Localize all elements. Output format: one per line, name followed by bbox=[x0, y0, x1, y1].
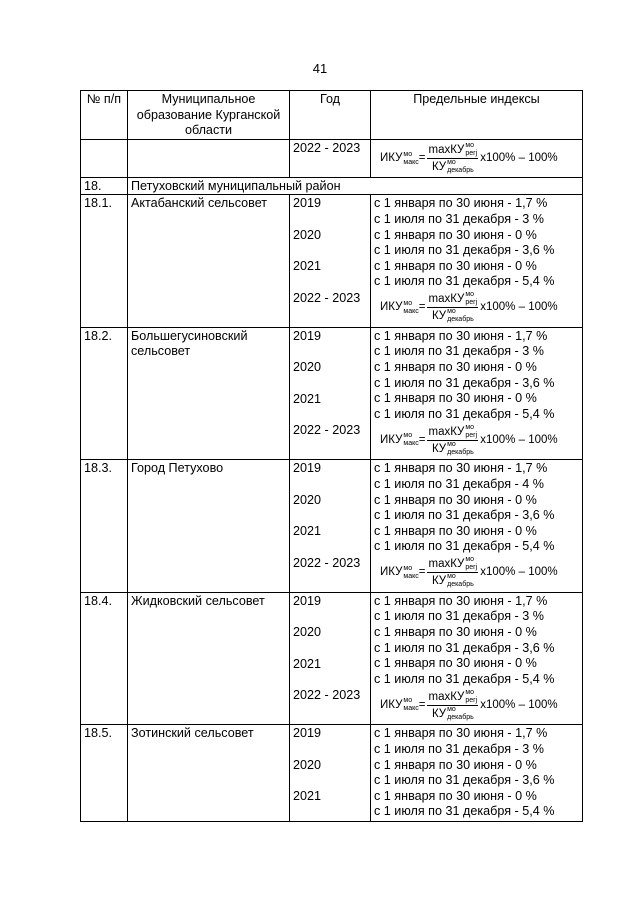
index-line: с 1 июля по 31 декабря - 5,4 % bbox=[374, 406, 555, 421]
index-line: с 1 июля по 31 декабря - 3 % bbox=[374, 741, 544, 756]
row-num: 18.4. bbox=[81, 592, 128, 725]
year-cell: 2021 bbox=[293, 524, 322, 539]
formula-lhs-sub: макс bbox=[403, 440, 419, 448]
table-row bbox=[81, 327, 583, 460]
index-line: с 1 июля по 31 декабря - 3,6 % bbox=[374, 640, 555, 655]
formula-den: КУ bbox=[431, 707, 447, 720]
row-name: Город Петухово bbox=[128, 460, 290, 593]
formula-eq: = bbox=[418, 301, 426, 314]
index-line: с 1 июля по 31 декабря - 3,6 % bbox=[374, 375, 555, 390]
index-line: с 1 января по 30 июня - 0 % bbox=[374, 757, 537, 772]
indices-table bbox=[80, 90, 583, 822]
formula-eq: = bbox=[418, 433, 426, 446]
formula-tail: х100% – 100% bbox=[480, 151, 558, 164]
year-cell: 2021 bbox=[293, 391, 322, 406]
formula-fraction bbox=[427, 556, 478, 589]
index-line: с 1 июля по 31 декабря - 5,4 % bbox=[374, 274, 555, 289]
formula-lhs-sub: макс bbox=[403, 705, 419, 713]
index-line: с 1 января по 30 июня - 0 % bbox=[374, 360, 537, 375]
formula-den: КУ bbox=[431, 161, 447, 174]
formula-den-sup: мо bbox=[447, 308, 456, 316]
year-cell: 2021 bbox=[293, 656, 322, 671]
formula-lhs-sub: макс bbox=[403, 158, 419, 166]
district-num: 18. bbox=[81, 177, 128, 195]
formula-eq: = bbox=[418, 151, 426, 164]
formula-num-sub: регj bbox=[465, 431, 478, 439]
header-row bbox=[81, 91, 583, 140]
formula-fraction bbox=[427, 689, 478, 722]
formula-lhs-sup: мо bbox=[403, 150, 413, 158]
index-line: с 1 января по 30 июня - 1,7 % bbox=[374, 196, 548, 211]
year-cell: 2022 - 2023 bbox=[293, 688, 361, 703]
index-line: с 1 июля по 31 декабря - 3,6 % bbox=[374, 508, 555, 523]
formula-lhs-sub: макс bbox=[403, 307, 419, 315]
year-cell: 2019 bbox=[293, 593, 322, 608]
year-cell: 2020 bbox=[293, 492, 322, 507]
table-row bbox=[81, 139, 583, 177]
table-row bbox=[81, 460, 583, 593]
index-line: с 1 июля по 31 декабря - 3,6 % bbox=[374, 243, 555, 258]
row-name: Зотинский сельсовет bbox=[128, 725, 290, 822]
index-line: с 1 июля по 31 декабря - 5,4 % bbox=[374, 539, 555, 554]
year-cell: 2019 bbox=[293, 726, 322, 741]
formula-lhs-sup: мо bbox=[403, 432, 413, 440]
year-column bbox=[290, 592, 371, 725]
index-line: с 1 января по 30 июня - 0 % bbox=[374, 656, 537, 671]
table-row bbox=[81, 195, 583, 328]
indices-column bbox=[371, 592, 583, 725]
index-line: с 1 января по 30 июня - 0 % bbox=[374, 227, 537, 242]
indices-column bbox=[371, 195, 583, 328]
index-formula bbox=[374, 555, 579, 591]
formula-num: maxКУ bbox=[428, 558, 465, 571]
indices-column bbox=[371, 327, 583, 460]
index-line: с 1 июля по 31 декабря - 3,6 % bbox=[374, 773, 555, 788]
index-line: с 1 января по 30 июня - 1,7 % bbox=[374, 328, 548, 343]
formula-num-sup: мо bbox=[465, 688, 475, 696]
formula-tail: х100% – 100% bbox=[480, 698, 558, 711]
index-line: с 1 января по 30 июня - 0 % bbox=[374, 523, 537, 538]
row-num: 18.1. bbox=[81, 195, 128, 328]
year-cell: 2022 - 2023 bbox=[293, 423, 361, 438]
year-cell: 2022 - 2023 bbox=[293, 290, 361, 305]
formula-den-sub: декабрь bbox=[447, 167, 474, 175]
year-cell: 2020 bbox=[293, 625, 322, 640]
index-line: с 1 января по 30 июня - 0 % bbox=[374, 258, 537, 273]
formula-lhs: ИКУ bbox=[380, 151, 403, 164]
formula-den: КУ bbox=[431, 442, 447, 455]
formula-lhs-sup: мо bbox=[403, 564, 413, 572]
formula-eq: = bbox=[418, 566, 426, 579]
formula-lhs: ИКУ bbox=[380, 301, 403, 314]
formula-den-sub: декабрь bbox=[447, 713, 474, 721]
year-cell: 2019 bbox=[293, 328, 322, 343]
formula-eq: = bbox=[418, 698, 426, 711]
formula-num-sub: регj bbox=[465, 150, 478, 158]
formula-den: КУ bbox=[431, 575, 447, 588]
formula-fraction bbox=[427, 291, 478, 324]
header-num: № п/п bbox=[81, 91, 128, 140]
formula-lhs: ИКУ bbox=[380, 566, 403, 579]
header-year: Год bbox=[290, 91, 371, 140]
year-cell: 2019 bbox=[293, 461, 322, 476]
formula-num-sup: мо bbox=[465, 556, 475, 564]
formula-den-sup: мо bbox=[447, 159, 456, 167]
district-name: Петуховский муниципальный район bbox=[128, 177, 583, 195]
year-cell: 2021 bbox=[293, 259, 322, 274]
index-formula bbox=[374, 290, 579, 326]
formula-num: maxКУ bbox=[428, 293, 465, 306]
formula-num-sup: мо bbox=[465, 291, 475, 299]
formula-den-sup: мо bbox=[447, 705, 456, 713]
year-cell: 2020 bbox=[293, 227, 322, 242]
index-line: с 1 января по 30 июня - 0 % bbox=[374, 625, 537, 640]
year-column bbox=[290, 195, 371, 328]
index-line: с 1 июля по 31 декабря - 3 % bbox=[374, 609, 544, 624]
index-line: с 1 января по 30 июня - 1,7 % bbox=[374, 726, 548, 741]
indices-column bbox=[371, 460, 583, 593]
index-formula bbox=[374, 422, 579, 458]
formula-tail: х100% – 100% bbox=[480, 433, 558, 446]
formula-lhs: ИКУ bbox=[380, 698, 403, 711]
formula-num-sup: мо bbox=[465, 142, 475, 150]
formula-den-sub: декабрь bbox=[447, 581, 474, 589]
header-mo: Муниципальное образование Курганской области bbox=[128, 91, 290, 140]
index-line: с 1 января по 30 июня - 1,7 % bbox=[374, 593, 548, 608]
page-number: 41 bbox=[312, 61, 328, 76]
header-indices: Предельные индексы bbox=[371, 91, 583, 140]
formula-num-sub: регj bbox=[465, 299, 478, 307]
formula-den-sup: мо bbox=[447, 573, 456, 581]
formula-lhs-sup: мо bbox=[403, 697, 413, 705]
year-cell: 2020 bbox=[293, 757, 322, 772]
index-line: с 1 июля по 31 декабря - 3 % bbox=[374, 344, 544, 359]
table-row bbox=[81, 725, 583, 822]
formula-num-sup: мо bbox=[465, 423, 475, 431]
year-cell: 2022 - 2023 bbox=[293, 140, 361, 155]
year-cell: 2020 bbox=[293, 360, 322, 375]
district-row bbox=[81, 177, 583, 195]
year-cell: 2019 bbox=[293, 196, 322, 211]
formula-fraction bbox=[427, 424, 478, 457]
index-line: с 1 января по 30 июня - 0 % bbox=[374, 788, 537, 803]
year-cell: 2022 - 2023 bbox=[293, 555, 361, 570]
formula-lhs-sup: мо bbox=[403, 299, 413, 307]
formula-lhs: ИКУ bbox=[380, 433, 403, 446]
index-line: с 1 июля по 31 декабря - 4 % bbox=[374, 476, 544, 491]
year-column bbox=[290, 460, 371, 593]
formula-num-sub: регj bbox=[465, 696, 478, 704]
formula-den: КУ bbox=[431, 310, 447, 323]
index-formula bbox=[374, 687, 579, 723]
index-line: с 1 июля по 31 декабря - 5,4 % bbox=[374, 804, 555, 819]
index-line: с 1 января по 30 июня - 0 % bbox=[374, 492, 537, 507]
row-num: 18.3. bbox=[81, 460, 128, 593]
formula-den-sub: декабрь bbox=[447, 316, 474, 324]
formula-tail: х100% – 100% bbox=[480, 301, 558, 314]
formula-den-sub: декабрь bbox=[447, 448, 474, 456]
formula-fraction bbox=[427, 142, 478, 175]
formula-num: maxКУ bbox=[428, 425, 465, 438]
year-column bbox=[290, 725, 371, 822]
row-name: Большегусиновский сельсовет bbox=[128, 327, 290, 460]
index-line: с 1 января по 30 июня - 1,7 % bbox=[374, 461, 548, 476]
row-num: 18.2. bbox=[81, 327, 128, 460]
table-row bbox=[81, 592, 583, 725]
row-name: Актабанский сельсовет bbox=[128, 195, 290, 328]
row-name: Жидковский сельсовет bbox=[128, 592, 290, 725]
row-num: 18.5. bbox=[81, 725, 128, 822]
year-cell: 2021 bbox=[293, 789, 322, 804]
index-formula bbox=[374, 141, 579, 177]
formula-num: maxКУ bbox=[428, 690, 465, 703]
index-line: с 1 января по 30 июня - 0 % bbox=[374, 391, 537, 406]
indices-column bbox=[371, 725, 583, 822]
index-line: с 1 июля по 31 декабря - 5,4 % bbox=[374, 671, 555, 686]
formula-tail: х100% – 100% bbox=[480, 566, 558, 579]
formula-num: maxКУ bbox=[428, 144, 465, 157]
formula-num-sub: регj bbox=[465, 564, 478, 572]
year-column bbox=[290, 327, 371, 460]
formula-den-sup: мо bbox=[447, 440, 456, 448]
index-line: с 1 июля по 31 декабря - 3 % bbox=[374, 211, 544, 226]
formula-lhs-sub: макс bbox=[403, 572, 419, 580]
